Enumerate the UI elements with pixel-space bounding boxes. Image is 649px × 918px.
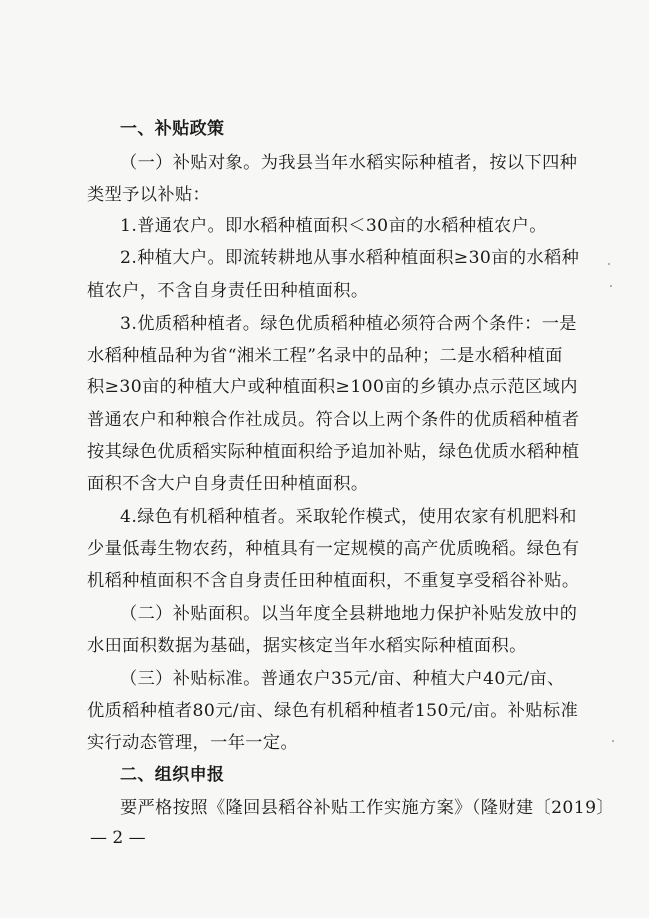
- paragraph-line: 面积不含大户自身责任田种植面积。: [87, 474, 369, 494]
- paragraph-line: 要严格按照《隆回县稻谷补贴工作实施方案》（隆财建〔2019〕: [120, 798, 615, 818]
- paragraph-line: 3.优质稻种植者。绿色优质稻种植必须符合两个条件：一是: [120, 314, 577, 334]
- paragraph-line: 少量低毒生物农药，种植具有一定规模的高产优质晚稻。绿色有: [87, 539, 580, 559]
- paragraph-line: 普通农户和种粮合作社成员。符合以上两个条件的优质稻种植者: [87, 410, 580, 430]
- paragraph-line: 机稻种植面积不含自身责任田种植面积，不重复享受稻谷补贴。: [87, 571, 580, 591]
- scan-speck: [608, 263, 610, 265]
- section-heading-2: 二、组织申报: [120, 765, 225, 785]
- paragraph-line: （一）补贴对象。为我县当年水稻实际种植者，按以下四种: [120, 153, 578, 173]
- paragraph-line: 4.绿色有机稻种植者。采取轮作模式，使用农家有机肥料和: [120, 507, 577, 527]
- paragraph-line: （三）补贴标准。普通农户35元/亩、种植大户40元/亩、: [120, 669, 565, 689]
- paragraph-line: 积≥30亩的种植大户或种植面积≥100亩的乡镇办点示范区域内: [87, 377, 578, 397]
- paragraph-line: 优质稻种植者80元/亩、绿色有机稻种植者150元/亩。补贴标准: [87, 701, 579, 721]
- paragraph-line: 按其绿色优质稻实际种植面积给予追加补贴，绿色优质水稻种植: [87, 442, 580, 462]
- paragraph-line: 1.普通农户。即水稻种植面积＜30亩的水稻种植农户。: [120, 216, 547, 236]
- paragraph-line: 植农户，不含自身责任田种植面积。: [87, 281, 369, 301]
- paragraph-line: 水田面积数据为基础，据实核定当年水稻实际种植面积。: [87, 636, 527, 656]
- scan-speck: [610, 285, 612, 287]
- scan-speck: [612, 740, 614, 742]
- paragraph-line: 实行动态管理，一年一定。: [87, 733, 299, 753]
- paragraph-line: （二）补贴面积。以当年度全县耕地地力保护补贴发放中的: [120, 604, 578, 624]
- page-number: — 2 —: [90, 828, 146, 848]
- paragraph-line: 类型予以补贴：: [87, 185, 211, 205]
- paragraph-line: 水稻种植品种为省“湘米工程”名录中的品种；二是水稻种植面: [87, 346, 563, 366]
- section-heading-1: 一、补贴政策: [120, 119, 225, 139]
- paragraph-line: 2.种植大户。即流转耕地从事水稻种植面积≥30亩的水稻种: [120, 248, 580, 268]
